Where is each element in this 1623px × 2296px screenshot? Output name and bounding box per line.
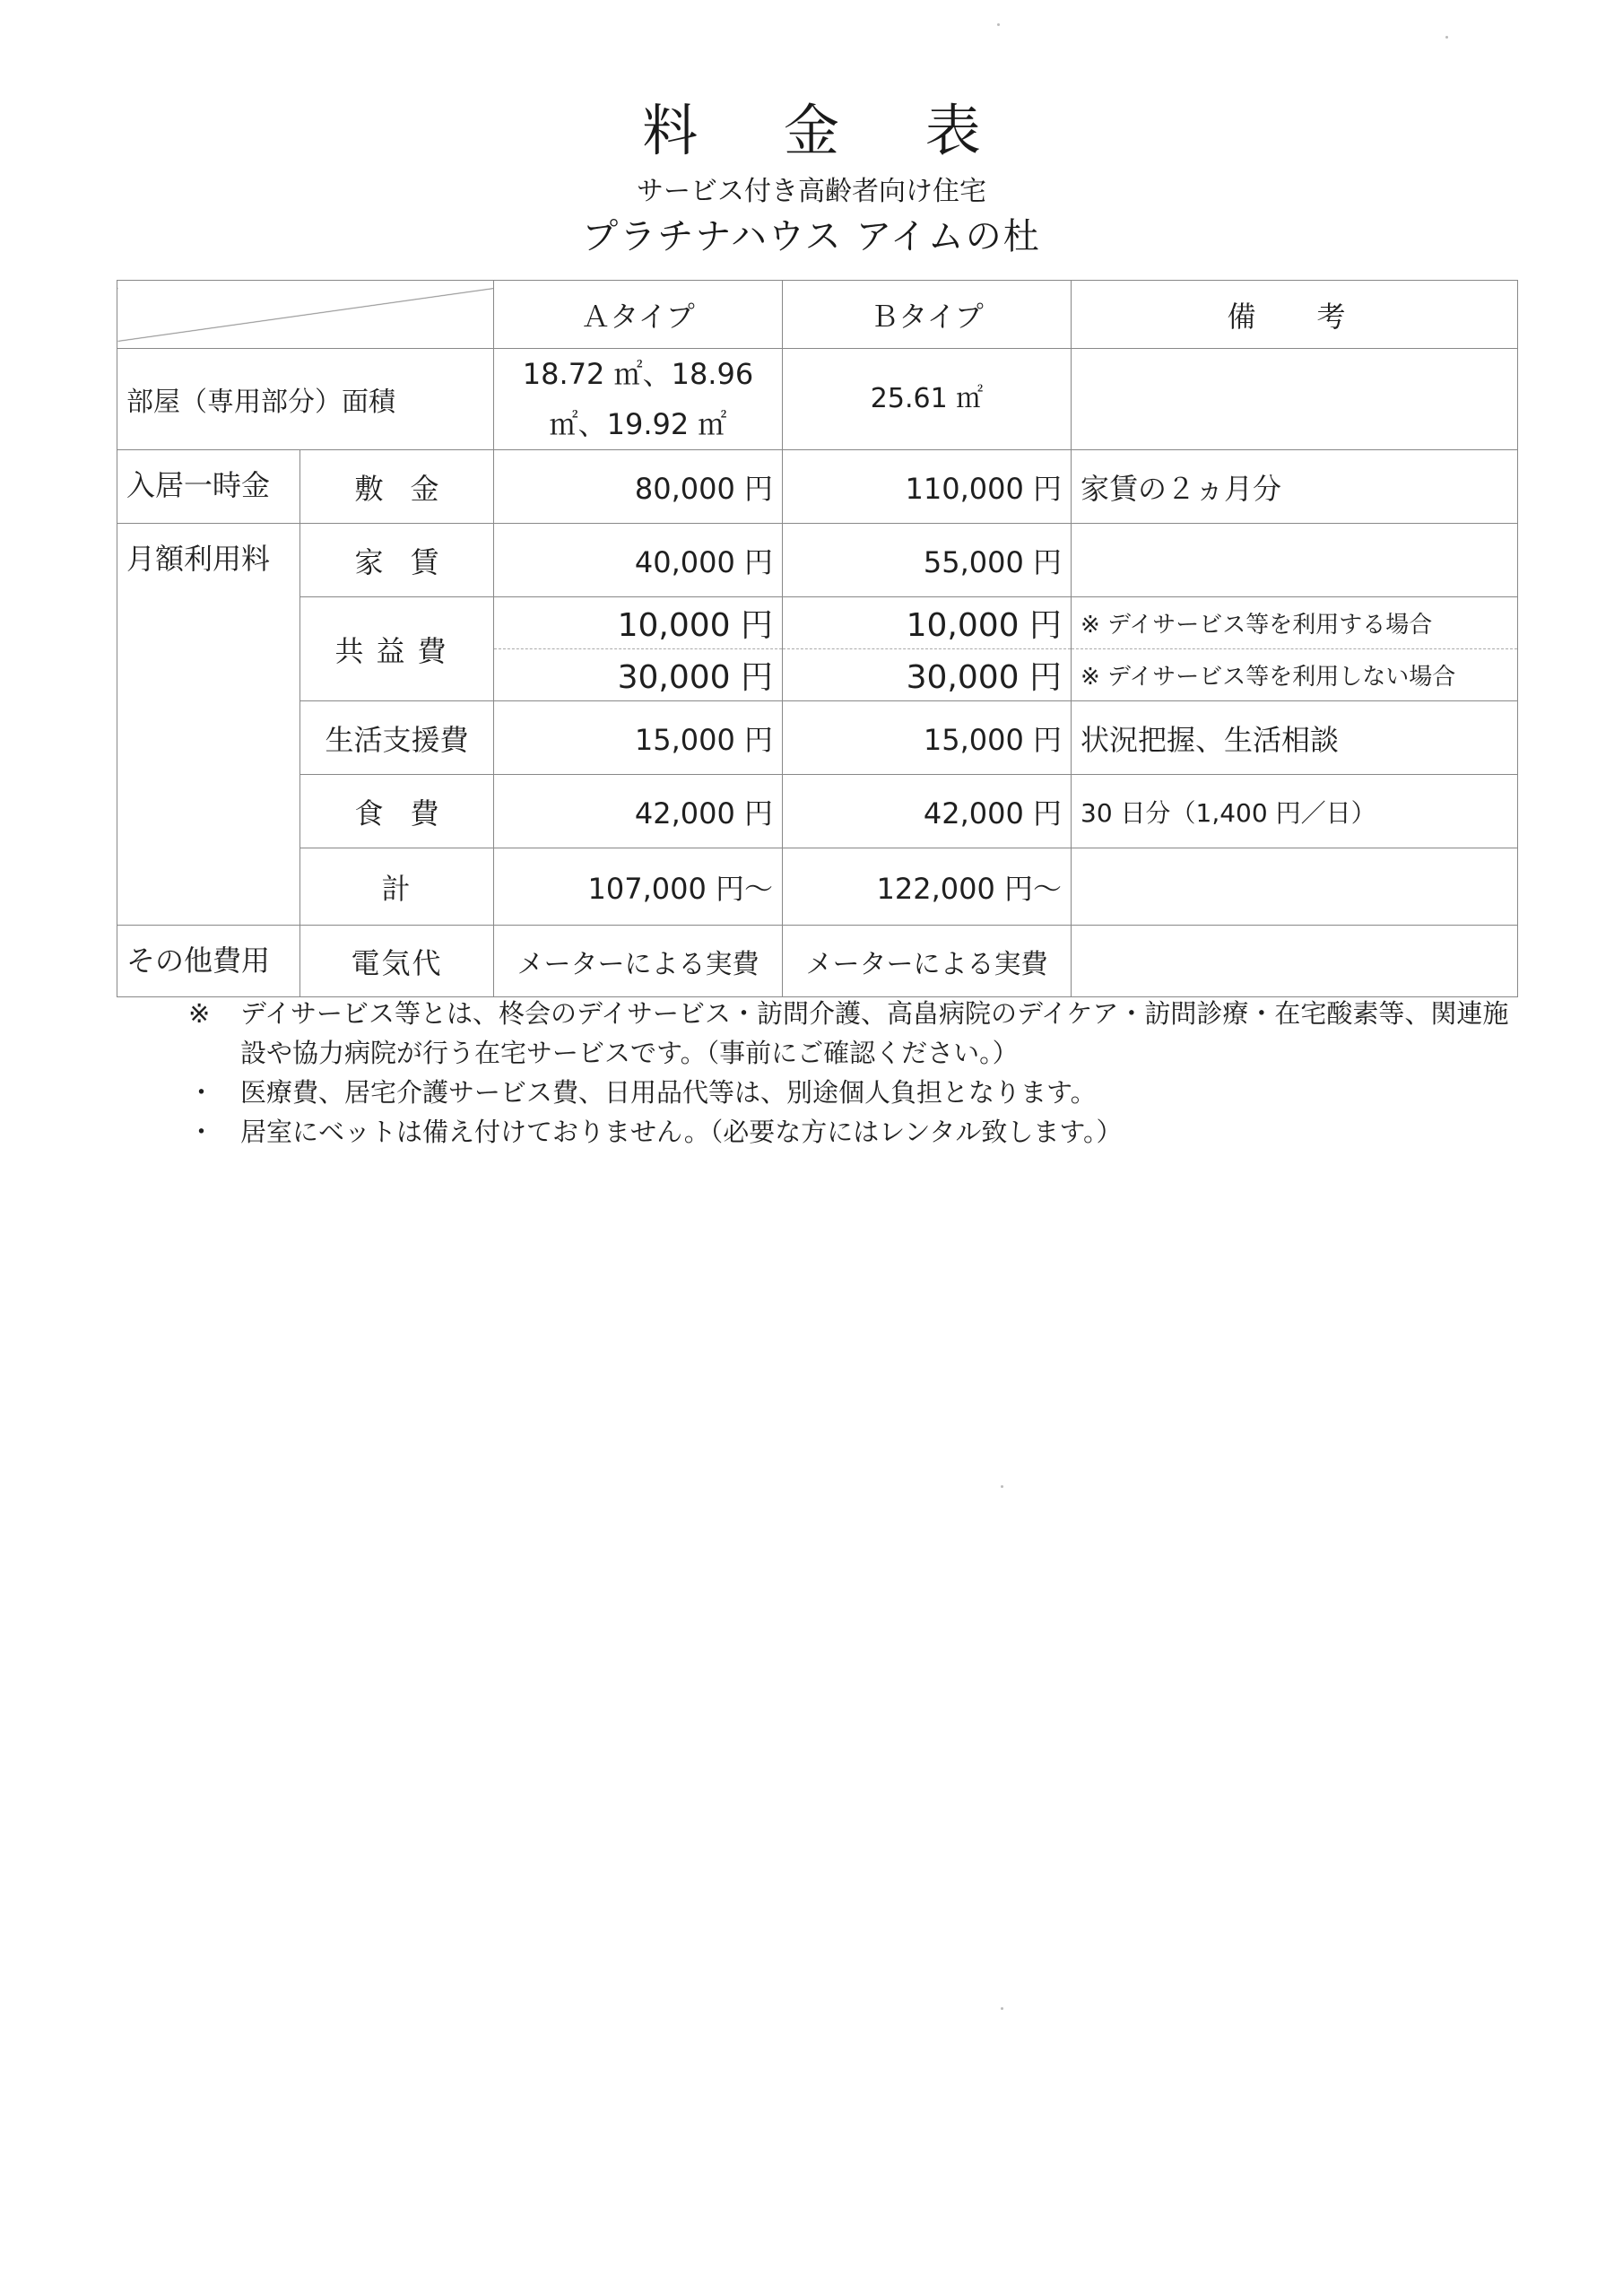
- monthly-category: 月額利用料: [117, 524, 300, 597]
- entry-b: 110,000 円: [783, 450, 1072, 524]
- room-label: 部屋（専用部分）面積: [117, 349, 494, 450]
- food-item: 食費: [300, 775, 494, 848]
- footnote-2: [188, 1073, 1533, 1112]
- common-item: 共益費: [300, 597, 494, 701]
- common-b1: 10,000 円: [783, 597, 1072, 649]
- room-row: [117, 349, 1518, 450]
- common-b2: 30,000 円: [783, 649, 1072, 701]
- monthly-category-span: [117, 597, 300, 649]
- room-area-a-line2: ㎡、19.92 ㎡: [549, 407, 727, 441]
- room-area-a: [494, 349, 783, 450]
- total-row: [117, 848, 1518, 926]
- footnote-1: [188, 994, 1533, 1073]
- entry-a: 80,000 円: [494, 450, 783, 524]
- rent-a: 40,000 円: [494, 524, 783, 597]
- scan-speck: [997, 23, 1000, 26]
- support-a: 15,000 円: [494, 701, 783, 775]
- monthly-category-span: [117, 848, 300, 926]
- food-b: 42,000 円: [783, 775, 1072, 848]
- rent-b: 55,000 円: [783, 524, 1072, 597]
- support-item: 生活支援費: [300, 701, 494, 775]
- fee-table: [117, 280, 1518, 997]
- footnote-text: デイサービス等とは、柊会のデイサービス・訪問介護、高畠病院のデイケア・訪問診療・在宅酸素等、関連施設や協力病院が行う在宅サービスです。（事前にご確認ください。）: [240, 998, 1509, 1068]
- footnote-mark: ※: [188, 998, 211, 1029]
- header-remarks: 備 考: [1072, 281, 1518, 349]
- page-title: 料 金 表: [642, 98, 1015, 163]
- monthly-category-span: [117, 775, 300, 848]
- total-a: 107,000 円～: [494, 848, 783, 926]
- scan-speck: [1001, 1485, 1003, 1488]
- support-remarks: 状況把握、生活相談: [1072, 701, 1518, 775]
- monthly-category-span: [117, 649, 300, 701]
- room-area-b: 25.61 ㎡: [783, 349, 1072, 450]
- header-type-a: Ａタイプ: [494, 281, 783, 349]
- other-a: メーターによる実費: [494, 926, 783, 997]
- footnote-mark: ・: [188, 1117, 215, 1147]
- rent-row: [117, 524, 1518, 597]
- footnote-text: 居室にベットは備え付けておりません。（必要な方にはレンタル致します。）: [240, 1117, 1123, 1147]
- entry-remarks: 家賃の２ヵ月分: [1072, 450, 1518, 524]
- support-b: 15,000 円: [783, 701, 1072, 775]
- facility-type: サービス付き高齢者向け住宅: [637, 176, 986, 207]
- room-remarks: [1072, 349, 1518, 450]
- entry-row: [117, 450, 1518, 524]
- facility-name: プラチナハウス アイムの杜: [582, 216, 1041, 257]
- other-b: メーターによる実費: [783, 926, 1072, 997]
- footnote-3: [188, 1112, 1533, 1152]
- total-b: 122,000 円～: [783, 848, 1072, 926]
- common-remarks1: ※ デイサービス等を利用する場合: [1072, 597, 1518, 649]
- header-type-b: Ｂタイプ: [783, 281, 1072, 349]
- total-remarks: [1072, 848, 1518, 926]
- support-row: [117, 701, 1518, 775]
- rent-remarks: [1072, 524, 1518, 597]
- common-a2: 30,000 円: [494, 649, 783, 701]
- common-remarks2: ※ デイサービス等を利用しない場合: [1072, 649, 1518, 701]
- rent-item: 家賃: [300, 524, 494, 597]
- corner-cell: [117, 281, 494, 349]
- footnote-mark: ・: [188, 1077, 215, 1108]
- header-row: [117, 281, 1518, 349]
- footnotes: [188, 994, 1533, 1152]
- other-row: [117, 926, 1518, 997]
- food-a: 42,000 円: [494, 775, 783, 848]
- other-category: その他費用: [117, 926, 300, 997]
- other-remarks: [1072, 926, 1518, 997]
- total-item: 計: [300, 848, 494, 926]
- other-item: 電気代: [300, 926, 494, 997]
- food-remarks: 30 日分（1,400 円／日）: [1072, 775, 1518, 848]
- scan-speck: [1445, 36, 1448, 39]
- food-row: [117, 775, 1518, 848]
- entry-category: 入居一時金: [117, 450, 300, 524]
- scan-speck: [1001, 2007, 1003, 2010]
- footnote-text: 医療費、居宅介護サービス費、日用品代等は、別途個人負担となります。: [240, 1077, 1097, 1108]
- room-area-a-line1: 18.72 ㎡、18.96: [522, 357, 754, 391]
- entry-item: 敷金: [300, 450, 494, 524]
- monthly-category-span: [117, 701, 300, 775]
- common-row-1: [117, 597, 1518, 649]
- common-a1: 10,000 円: [494, 597, 783, 649]
